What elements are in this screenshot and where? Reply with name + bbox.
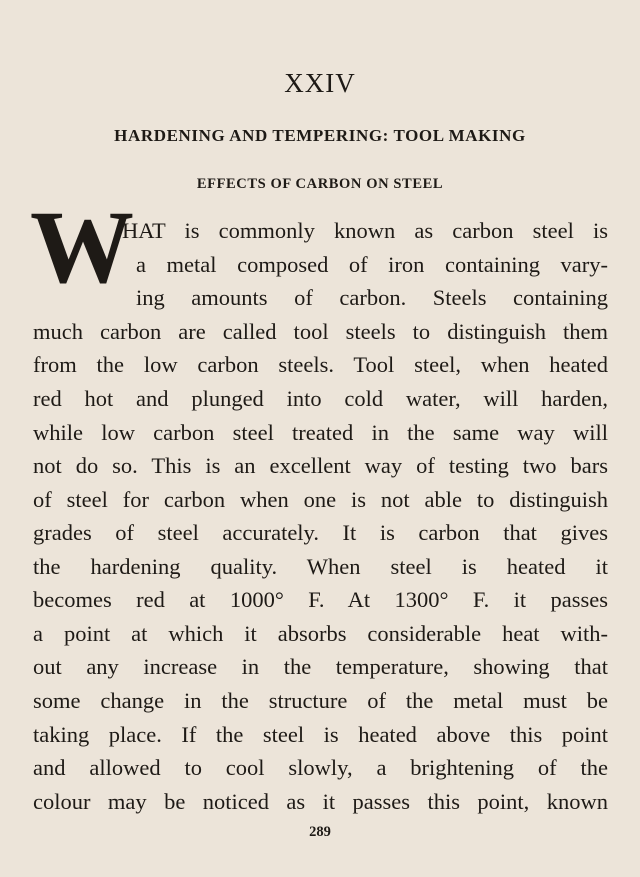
text-line: and allowed to cool slowly, a brightening of the: [33, 755, 608, 780]
text-line: grades of steel accurately. It is carbon that gives: [33, 520, 608, 545]
text-line: while low carbon steel treated in the same way will: [33, 420, 608, 445]
text-line: red hot and plunged into cold water, will harden,: [33, 386, 608, 411]
text-line: a metal composed of iron containing vary-: [136, 252, 608, 277]
section-heading: EFFECTS OF CARBON ON STEEL: [196, 176, 444, 192]
page-number: 289: [309, 824, 331, 840]
text-line: of steel for carbon when one is not able to distinguish: [33, 487, 608, 512]
text-line: a point at which it absorbs considerable heat with-: [33, 621, 608, 646]
text-line: some change in the structure of the metal must be: [33, 688, 608, 713]
text-line: HAT is commonly known as carbon steel is: [122, 218, 608, 243]
text-line: the hardening quality. When steel is heated it: [33, 554, 608, 579]
text-line: ing amounts of carbon. Steels containing: [136, 285, 608, 310]
text-line: not do so. This is an excellent way of testing two bars: [33, 453, 608, 478]
chapter-title: HARDENING AND TEMPERING: TOOL MAKING: [114, 126, 526, 145]
text-line: taking place. If the steel is heated above this point: [33, 722, 608, 747]
drop-cap: W: [30, 190, 134, 305]
text-line: out any increase in the temperature, showing that: [33, 654, 608, 679]
text-line: much carbon are called tool steels to distinguish them: [33, 319, 608, 344]
text-line: colour may be noticed as it passes this point, known: [33, 789, 608, 814]
text-line: becomes red at 1000° F. At 1300° F. it passes: [33, 587, 608, 612]
text-line: from the low carbon steels. Tool steel, when heated: [33, 352, 608, 377]
chapter-number: XXIV: [284, 68, 356, 98]
